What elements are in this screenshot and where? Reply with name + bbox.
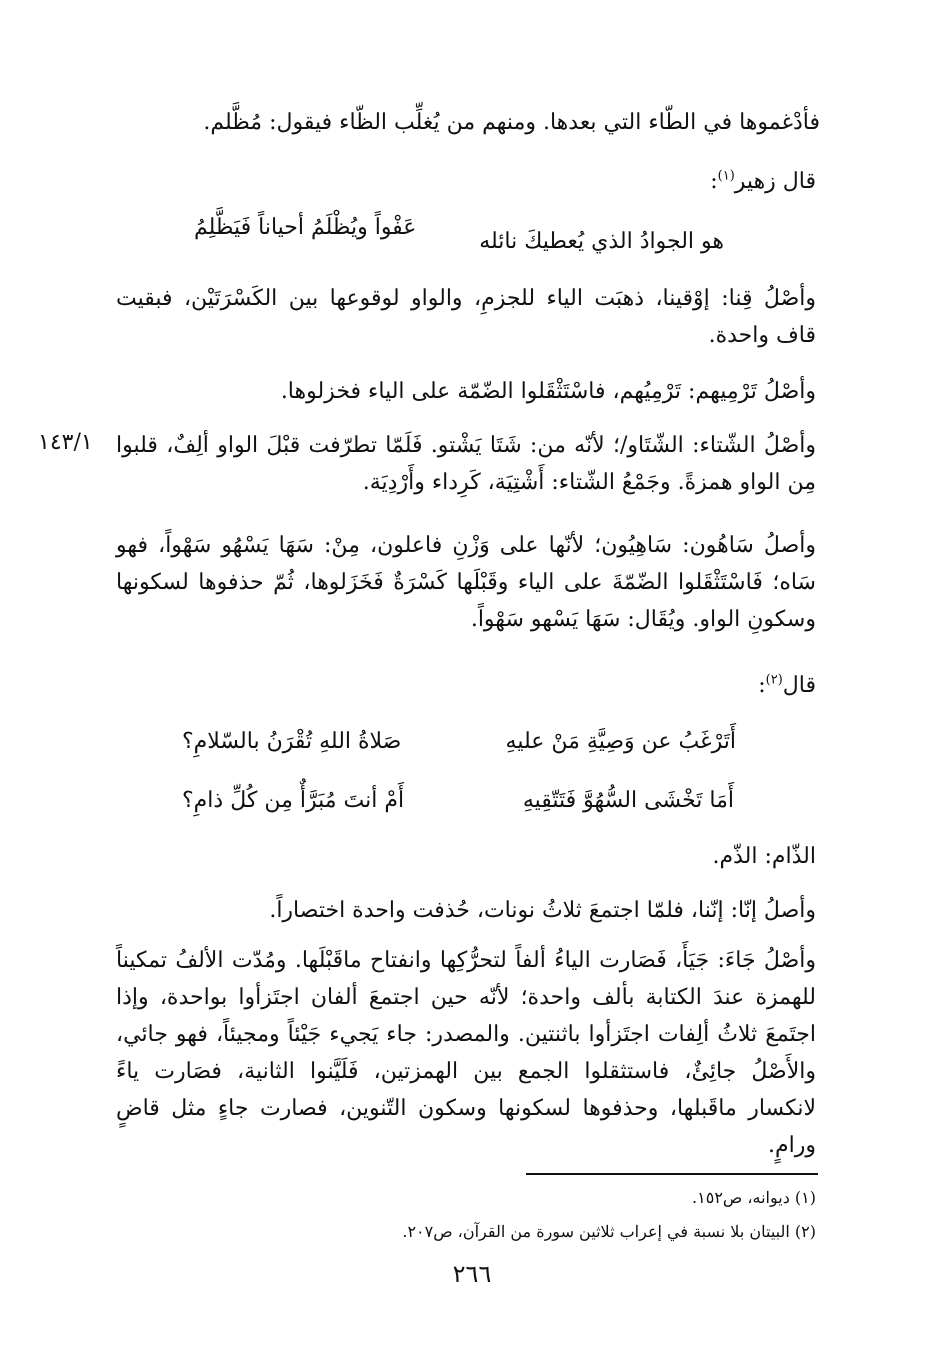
page-number: ٢٦٦ bbox=[452, 1260, 492, 1288]
verse-1-first-hemistich: هو الجوادُ الذي يُعطيكَ نائله bbox=[479, 229, 724, 254]
verse-2-first-hemistich: أَتَرْغَبُ عن وَصِيَّةِ مَنْ عليهِ bbox=[505, 729, 736, 754]
qal-intro bbox=[758, 667, 816, 704]
verse-1-second-hemistich: عَفْواً ويُظْلَمُ أحياناً فَيَظَّلِمُ bbox=[194, 215, 417, 240]
paragraph-3: وأصْلُ تَرْمِيهم: تَرْمِيُهم، فاسْتَثْقَلوا الضّمّة على الياء فخزلوها. bbox=[280, 379, 816, 404]
paragraph-2: وأصْلُ قِنا: إوْقينا، ذهبَت الياء للجزمِ، والواو لوقوعها بين الكَسْرَتَيْن، فبقيت قاف واحدة. bbox=[116, 286, 816, 348]
footnote-ref-1: (١) bbox=[717, 168, 735, 184]
zuhair-intro-text: قال زهير bbox=[734, 169, 816, 194]
footnote-divider bbox=[526, 1173, 818, 1175]
paragraph-8: وأصْلُ جَاءَ: جَيَأَ، فَصَارت الياءُ ألفاً لتحرُّكِها وانفتاح ماقَبْلَها. ومُدّت الألفُ تمكيناً للهمزة عندَ الكتابة بألف واحدة؛ لأنّه حين اجتمعَ ألفان اجتَزأوا بواحدة، وإذا اجتَمعَ ثلاثُ ألِفات اجتَزأوا باثنتين. والمصدر: جاء يَجيء جَيْئاً ومجيئاً، فهو جائي، والأَصْلُ جائِئٌ، فاستثقلوا الجمع بين الهمزتين، فَلَيَّنوا الثانية، فصَارت ياءً لانكسار ماقَبلها، وحذفوها لسكونها وسكون التّنوين، فصارت جاءٍ مثل قاضٍ ورامٍ. bbox=[116, 948, 816, 1158]
footnote-1: (١) ديوانه، ص١٥٢. bbox=[692, 1188, 816, 1207]
zuhair-intro bbox=[710, 163, 816, 200]
footnote-2: (٢) البيتان بلا نسبة في إعراب ثلاثين سورة من القرآن، ص٢٠٧. bbox=[402, 1222, 816, 1241]
verse-3-second-hemistich: أَمْ أنتَ مُبَرَّأٌ مِن كُلِّ ذامِ؟ bbox=[182, 788, 405, 813]
paragraph-5: وأصلُ سَاهُون: سَاهِيُون؛ لأنّها على وَزْنِ فاعلون، مِنْ: سَهَا يَسْهُو سَهْواً، فهو سَاه؛ فَاسْتَثْقَلوا الضّمّةَ على الياء وقَبْلَها كَسْرَةٌ فَخَزَلوها، ثُمّ حذفوها لسكونها وسكونِ الواو. ويُقَال: سَهَا يَسْهو سَهْواً. bbox=[116, 533, 816, 632]
paragraph-4: وأصْلُ الشّتاء: الشّتَاو/؛ لأنّه من: شَتَا يَشْتو. فَلَمّا تطرّفت قبْلَ الواو ألِفٌ، قلبوا مِن الواو همزةً. وجَمْعُ الشّتاء: أَشْتِيَة، كَرِداء وأَرْدِيَة. bbox=[116, 433, 816, 495]
verse-2-second-hemistich: صَلاةُ اللهِ تُقْرَنُ بالسّلامِ؟ bbox=[182, 729, 402, 754]
zuhair-intro-colon: : bbox=[710, 169, 718, 194]
paragraph-6: الذّام: الذّم. bbox=[712, 844, 816, 869]
paragraph-1: فأدْغموها في الطّاء التي بعدها. ومنهم من يُغلِّب الظّاء فيقول: مُظَّلم. bbox=[203, 110, 820, 135]
qal-intro-colon: : bbox=[758, 673, 766, 698]
qal-intro-text: قال bbox=[782, 673, 816, 698]
margin-manuscript-reference: ١٤٣/١ bbox=[38, 430, 93, 455]
verse-3-first-hemistich: أَمَا تَخْشَى السُّهُوَّ فَتَتّقِيهِ bbox=[522, 788, 734, 813]
paragraph-7: وأصلُ إنّا: إنّنا، فلمّا اجتمعَ ثلاثُ نونات، حُذفت واحدة اختصاراً. bbox=[269, 898, 816, 923]
footnote-ref-2: (٢) bbox=[765, 672, 783, 688]
